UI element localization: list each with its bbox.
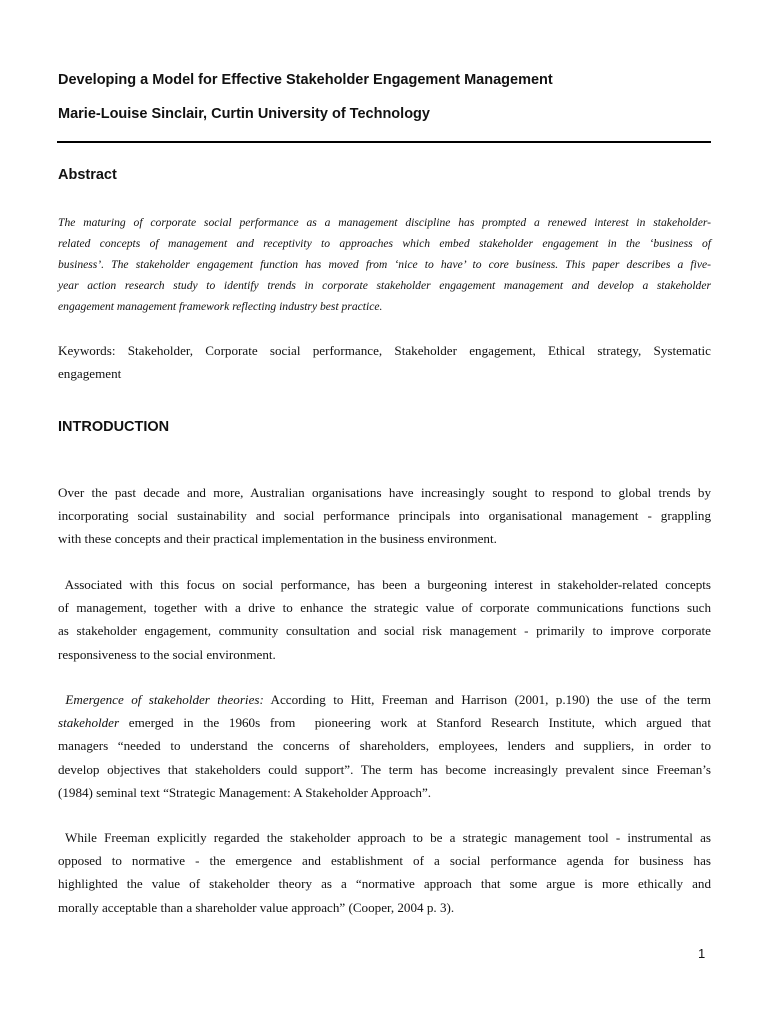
- paragraph-line: highlighted the value of stakeholder theory as a “normative approach that some argue is more ethically and: [58, 876, 711, 892]
- paragraph-line: morally acceptable than a shareholder value approach” (Cooper, 2004 p. 3).: [58, 899, 455, 915]
- term-italic: stakeholder: [58, 715, 120, 731]
- intro-paragraph-4: [58, 826, 711, 919]
- paragraph-text: emerged in the 1960s from pioneering work at Stanford Research Institute, which argued that: [119, 715, 711, 731]
- paragraph-text: According to Hitt, Freeman and Harrison (2001, p.190) the use of the term: [263, 692, 711, 707]
- abstract-body: [58, 212, 711, 317]
- abstract-line: year action research study to identify trends in corporate stakeholder engagement management and develop a stakeholder: [58, 279, 711, 292]
- paragraph-line: [58, 688, 711, 711]
- paragraph-line: opposed to normative - the emergence and establishment of a social performance agenda for business has: [58, 853, 711, 869]
- paragraph-line: with these concepts and their practical implementation in the business environment.: [58, 531, 497, 547]
- abstract-heading: Abstract: [58, 167, 117, 183]
- paragraph-line: incorporating social sustainability and social performance principals into organisational management - grappling: [58, 508, 711, 524]
- abstract-line: related concepts of management and receptivity to approaches which embed stakeholder engagement in the ‘business of: [58, 237, 711, 250]
- paragraph-line: Over the past decade and more, Australian organisations have increasingly sought to respond to global trends by: [58, 485, 711, 500]
- paragraph-line: as stakeholder engagement, community consultation and social risk management - primarily to improve corporate: [58, 623, 711, 639]
- paragraph-line: [58, 711, 711, 734]
- header-divider: [57, 141, 711, 143]
- abstract-line: engagement management framework reflecting industry best practice.: [58, 300, 383, 313]
- paragraph-line: of management, together with a drive to enhance the strategic value of corporate communications functions such: [58, 600, 711, 616]
- author-affiliation: Marie-Louise Sinclair, Curtin University of Technology: [58, 106, 430, 122]
- intro-paragraph-1: [58, 481, 711, 551]
- paragraph-line: develop objectives that stakeholders could support”. The term has become increasingly prevalent since Freeman’s: [58, 761, 711, 777]
- page-number: 1: [698, 946, 706, 961]
- paper-title: Developing a Model for Effective Stakeholder Engagement Management: [58, 72, 553, 88]
- paragraph-line: Associated with this focus on social performance, has been a burgeoning interest in stakeholder-related concepts: [58, 577, 711, 592]
- abstract-line: The maturing of corporate social performance as a management discipline has prompted a renewed interest in stakeholder-: [58, 216, 711, 229]
- abstract-line: business’. The stakeholder engagement function has moved from ‘nice to have’ to core business. This paper describes a five-: [58, 258, 711, 271]
- keywords-line: Keywords: Stakeholder, Corporate social performance, Stakeholder engagement, Ethical strategy, Systematic: [58, 343, 711, 358]
- paragraph-line: While Freeman explicitly regarded the stakeholder approach to be a strategic management tool - instrumental as: [58, 830, 711, 845]
- keywords-line: engagement: [58, 366, 122, 382]
- paragraph-line: (1984) seminal text “Strategic Management: A Stakeholder Approach”.: [58, 784, 432, 800]
- intro-paragraph-3: [58, 688, 711, 804]
- keywords: [58, 339, 711, 385]
- paragraph-line: managers “needed to understand the concerns of shareholders, employees, lenders and suppliers, in order to: [58, 738, 711, 754]
- section-lead-italic: Emergence of stakeholder theories:: [65, 692, 264, 707]
- paragraph-line: responsiveness to the social environment.: [58, 646, 276, 662]
- intro-paragraph-2: [58, 573, 711, 666]
- introduction-heading: INTRODUCTION: [58, 419, 170, 435]
